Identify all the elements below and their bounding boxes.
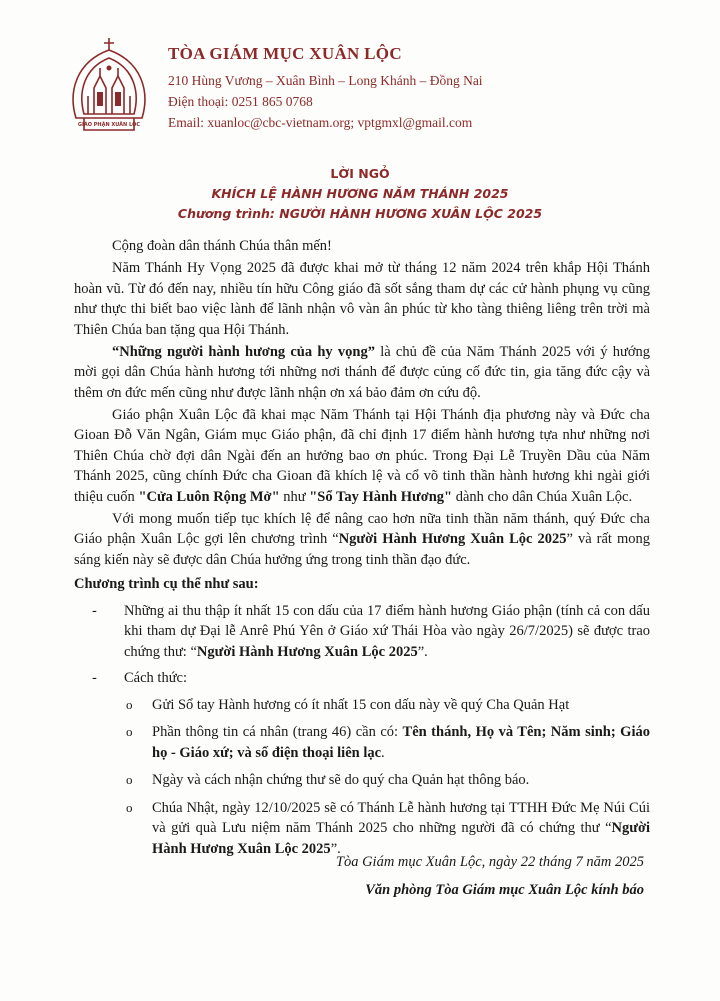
list-item: o Gửi Sổ tay Hành hương có ít nhất 15 con dấu này về quý Cha Quản Hạt [74, 695, 650, 716]
svg-text:GIÁO PHẬN XUÂN LỘC: GIÁO PHẬN XUÂN LỘC [77, 122, 141, 128]
circle-bullet-icon: o [126, 724, 133, 739]
circle-bullet-icon: o [126, 799, 133, 815]
title-encouragement: KHÍCH LỆ HÀNH HƯƠNG NĂM THÁNH 2025 [211, 186, 509, 201]
paragraph-3: Giáo phận Xuân Lộc đã khai mạc Năm Thánh tại Hội Thánh địa phương này và Đức cha Gioan Đỗ Văn Ngân, Giám mục Giáo phận, đã chỉ định 17 điểm hành hương tựa như những nơi Thiên Chúa chờ đợi dân Ngài đến an hưởng bao ơn phúc. Trong Đại Lễ Truyền Dầu của Năm Thánh 2025, cũng chính Đức cha Gioan đã khích lệ và cổ võ tinh thần hành hương khi ngài giới thiệu cuốn "Cửa Luôn Rộng Mở" như "Sổ Tay Hành Hương" dành cho dân Chúa Xuân Lộc. [74, 406, 650, 505]
paragraph-4: Với mong muốn tiếp tục khích lệ để nâng cao hơn nữa tinh thần năm thánh, quý Đức cha Giáo phận Xuân Lộc gợi lên chương trình “Người Hành Hương Xuân Lộc 2025” và rất mong sáng kiến này sẽ được dân Chúa hưởng ứng trong tinh thần đạo đức. [74, 510, 650, 568]
book-title: "Cửa Luôn Rộng Mở" [138, 488, 280, 505]
greeting: Cộng đoàn dân thánh Chúa thân mến! [112, 238, 332, 254]
program-heading: Chương trình cụ thể như sau: [74, 576, 259, 592]
program-section [74, 574, 650, 866]
list-item: o Ngày và cách nhận chứng thư sẽ do quý cha Quản hạt thông báo. [74, 770, 650, 791]
document-titles [0, 164, 720, 224]
letter-body [74, 236, 650, 572]
signoff [336, 848, 644, 904]
organization-phone: Điện thoại: 0251 865 0768 [168, 94, 313, 109]
list-item: o Phần thông tin cá nhân (trang 46) cần có: Tên thánh, Họ và Tên; Năm sinh; Giáo họ - Giáo xứ; và số điện thoại liên lạc. [126, 724, 650, 761]
circle-bullet-icon: o [126, 696, 133, 712]
organization-name: TÒA GIÁM MỤC XUÂN LỘC [168, 44, 402, 63]
handbook-title: "Sổ Tay Hành Hương" [309, 488, 453, 505]
dash-bullet-icon: - [92, 670, 97, 686]
diocese-emblem-icon [64, 32, 154, 144]
list-item: - Những ai thu thập ít nhất 15 con dấu của 17 điểm hành hương Giáo phận (tính cả con dấu khi tham dự Đại lễ Anrê Phú Yên ở Giáo xứ Thái Hòa vào ngày 26/7/2025) sẽ được trao chứng thư: “Người Hành Hương Xuân Lộc 2025”. [92, 602, 650, 660]
method-list [74, 695, 650, 860]
circle-bullet-icon: o [126, 772, 133, 787]
place-date: Tòa Giám mục Xuân Lộc, ngày 22 tháng 7 năm 2025 [335, 854, 644, 870]
title-program: Chương trình: NGƯỜI HÀNH HƯƠNG XUÂN LỘC 2025 [177, 206, 543, 221]
title-foreword: LỜI NGỎ [330, 166, 390, 181]
list-item: - Cách thức: [74, 668, 650, 689]
paragraph-2: “Những người hành hương của hy vọng” là chủ đề của Năm Thánh 2025 với ý hướng mời gọi dân Chúa hành hương tới những nơi thánh để được củng cố đức tin, gia tăng đức cậy và thêm ơn đức mến cũng như được lãnh nhận ơn xá bảo đảm ơn cứu độ. [74, 343, 650, 401]
program-name: Người Hành Hương Xuân Lộc 2025 [338, 531, 567, 547]
list-item: o Chúa Nhật, ngày 12/10/2025 sẽ có Thánh Lễ hành hương tại TTHH Đức Mẹ Núi Cúi và gửi quà Lưu niệm năm Thánh 2025 cho những người đã có chứng thư “Người Hành Hương Xuân Lộc 2025”. [126, 799, 650, 857]
theme-phrase: “Những người hành hương của hy vọng” [112, 343, 375, 360]
letterhead [168, 44, 483, 133]
organization-email: Email: xuanloc@cbc-vietnam.org; vptgmxl@gmail.com [168, 115, 473, 130]
paragraph-1: Năm Thánh Hy Vọng 2025 đã được khai mở từ tháng 12 năm 2024 trên khắp Hội Thánh hoàn vũ. Từ đó đến nay, nhiều tín hữu Công giáo đã sốt sắng tham dự các cử hành phụng vụ cũng như thực thi biết bao việc lành để lãnh nhận vô vàn ân phúc từ kho tàng thiêng liêng trên trời mà Thiên Chúa ban tặng qua Hội Thánh. [74, 260, 650, 338]
organization-address: 210 Hùng Vương – Xuân Bình – Long Khánh – Đồng Nai [168, 73, 483, 88]
dash-bullet-icon: - [92, 602, 97, 619]
issuing-office: Văn phòng Tòa Giám mục Xuân Lộc kính báo [365, 882, 644, 898]
